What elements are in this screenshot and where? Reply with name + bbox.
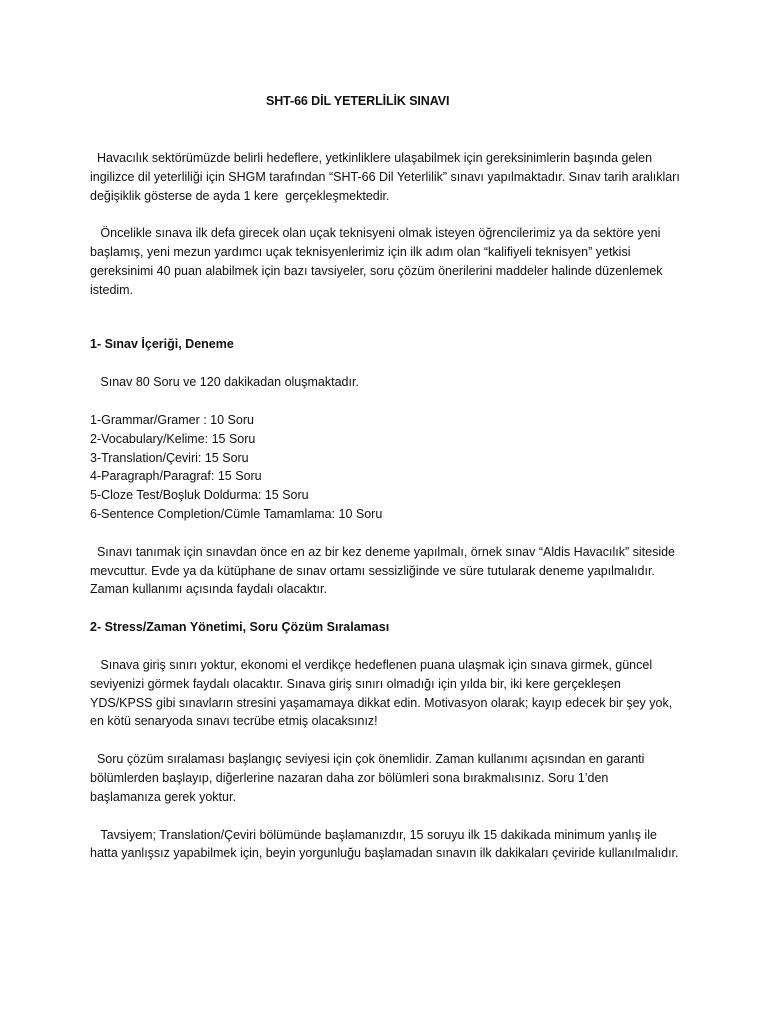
list-item: 4-Paragraph/Paragraf: 15 Soru [90,469,262,484]
list-item: 5-Cloze Test/Boşluk Doldurma: 15 Soru [90,488,309,503]
section-1-heading: 1- Sınav İçeriği, Deneme [90,337,234,352]
question-distribution-list [90,411,682,524]
section-1-advice: Sınavı tanımak için sınavdan önce en az bir kez deneme yapılmalı, örnek sınav “Aldis Havacılık” siteside mevcuttur. Evde ya da kütüphane de sınav ortamı sessizliğinde ve süre tutularak deneme yapılmalıdır. Zaman kullanımı açısında faydalı olacaktır. [90,544,679,597]
section-2-paragraph: Soru çözüm sıralaması başlangıç seviyesi için çok önemlidir. Zaman kullanımı açısından en garanti bölümlerden başlayıp, diğerlerine nazaran daha zor bölümleri sona bırakmalısınız. Soru 1’den başlamanıza gerek yoktur. [90,752,648,804]
document-title: SHT-66 DİL YETERLİLİK SINAVI [266,94,450,108]
section-2-paragraph: Sınava giriş sınırı yoktur, ekonomi el verdikçe hedeflenen puana ulaşmak için sınava girmek, güncel seviyenizi görmek faydalı olacaktır. Sınava giriş sınırı olmadığı için yılda bir, iki kere gerçekleşen YDS/KPSS gibi sınavların stresini yaşamamaya dikkat edin. Motivasyon olarak; kayıp edecek bir şey yok, en kötü senaryoda sınavı tecrübe etmiş olacaksınız! [90,657,676,729]
list-item: 3-Translation/Çeviri: 15 Soru [90,450,249,465]
section-2-paragraph: Tavsiyem; Translation/Çeviri bölümünde başlamanızdır, 15 soruyu ilk 15 dakikada minimum yanlış ile hatta yanlışsız yapabilmek için, beyin yorgunluğu başlamadan sınavın ilk dakikaları çeviride kullanılmalıdır. [90,827,679,861]
intro-paragraph: Havacılık sektörümüzde belirli hedeflere, yetkinliklere ulaşabilmek için gereksinimlerin başında gelen ingilizce dil yeterliliği için SHGM tarafından “SHT-66 Dil Yeterlilik” sınavı yapılmaktadır. Sınav tarih aralıkları değişiklik gösterse de ayda 1 kere gerçekleşmektedir. [90,151,684,203]
list-item: 2-Vocabulary/Kelime: 15 Soru [90,431,256,446]
list-item: 1-Grammar/Gramer : 10 Soru [90,412,254,427]
intro-paragraph: Öncelikle sınava ilk defa girecek olan uçak teknisyeni olmak isteyen öğrencilerimiz ya da sektöre yeni başlamış, yeni mezun yardımcı uçak teknisyenlerimiz için ilk adım olan “kalifiyeli teknisyen” yetkisi gereksinimi 40 puan alabilmek için bazı tavsiyeler, soru çözüm önerilerini maddeler halinde düzenlemek istedim. [90,226,667,297]
section-1-summary: Sınav 80 Soru ve 120 dakikadan oluşmaktadır. [90,375,359,390]
document-body [90,149,682,863]
section-2-heading: 2- Stress/Zaman Yönetimi, Soru Çözüm Sıralaması [90,620,390,635]
list-item: 6-Sentence Completion/Cümle Tamamlama: 10 Soru [90,506,383,521]
